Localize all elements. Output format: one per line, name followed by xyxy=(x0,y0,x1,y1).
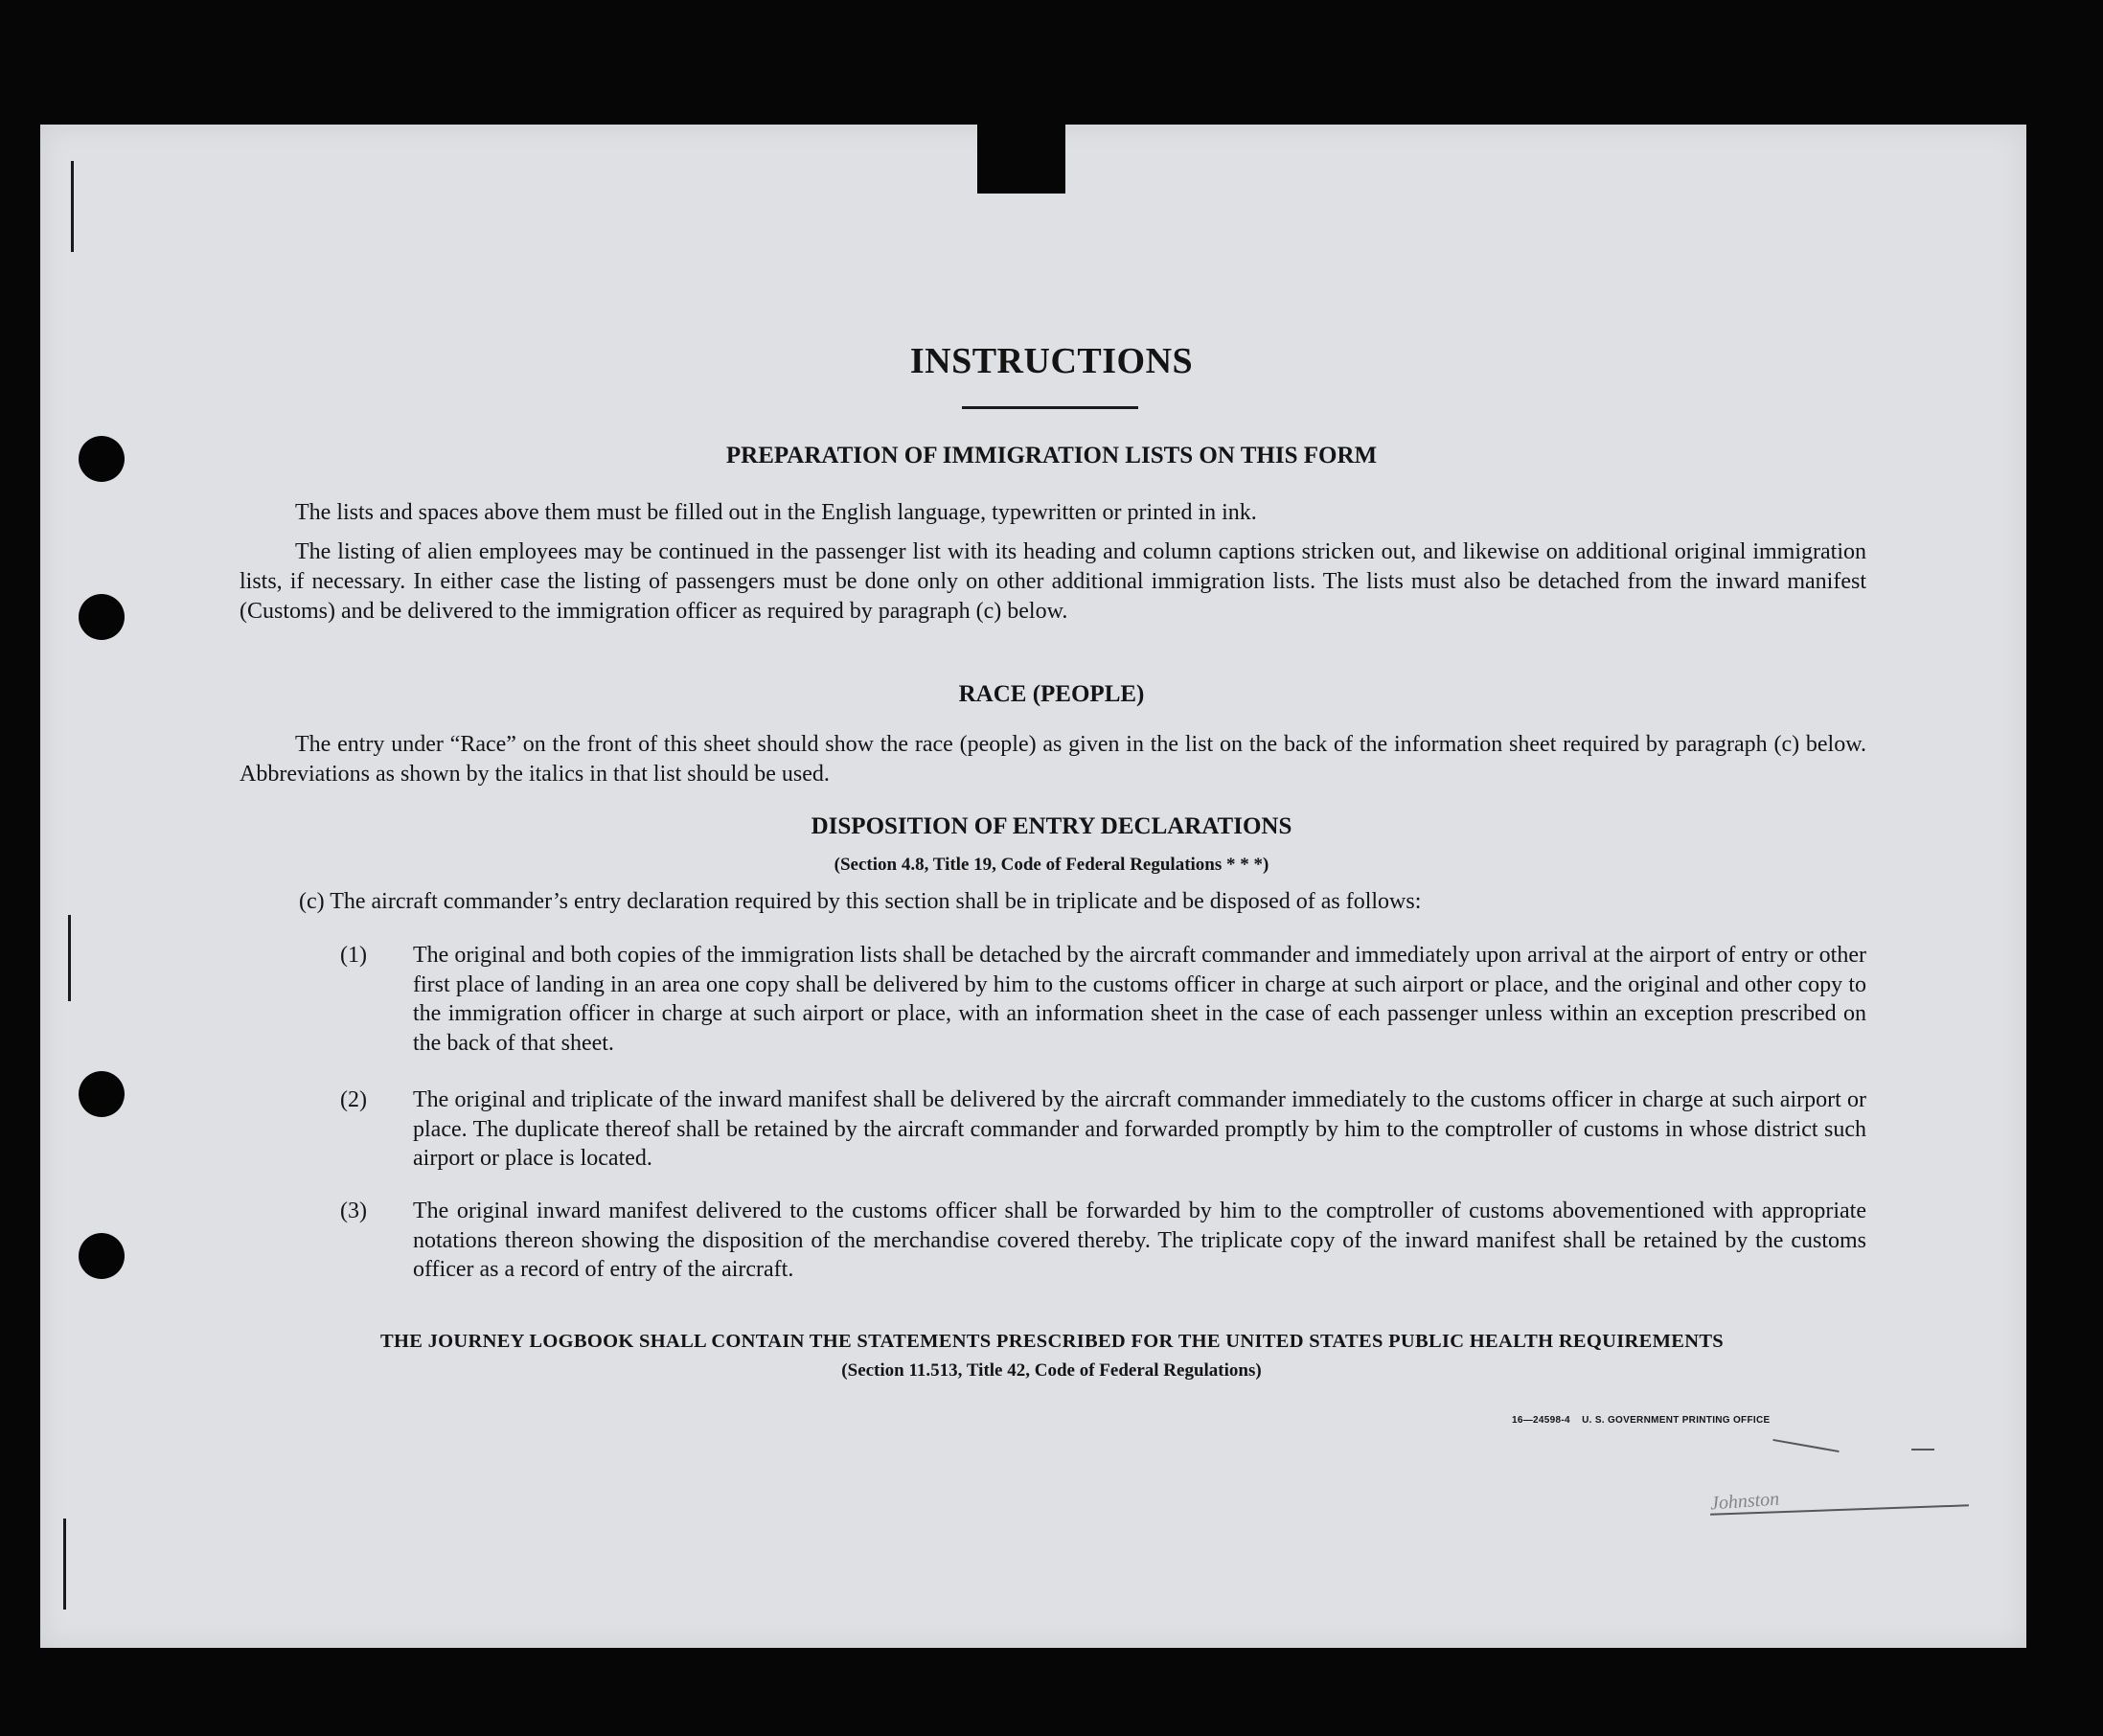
edge-mark xyxy=(63,1519,66,1610)
printer-imprint xyxy=(1512,1415,1770,1426)
list-item-number: (3) xyxy=(340,1199,367,1223)
page-title: INSTRUCTIONS xyxy=(909,341,1194,381)
list-item-text: The original and triplicate of the inward manifest shall be delivered by the aircraft commander immediately to the customs officer in charge at such airport or place. The duplicate thereof shall be retained by the aircraft commander and forwarded promptly by him to the comptroller of customs in whose district such airport or place is located. xyxy=(413,1087,1866,1171)
printer-name: U. S. GOVERNMENT PRINTING OFFICE xyxy=(1582,1415,1771,1426)
pencil-stroke xyxy=(1911,1449,1934,1450)
list-item-number: (2) xyxy=(340,1087,367,1112)
edge-mark xyxy=(71,161,74,252)
paragraph-intro: (c) The aircraft commander’s entry declaration required by this section shall be in triplicate and be disposed of as follows: xyxy=(299,889,1422,914)
list-item-number: (1) xyxy=(340,943,367,968)
printer-code: 16—24598-4 xyxy=(1512,1415,1570,1426)
list-item-text: The original and both copies of the immigration lists shall be detached by the aircraft commander and immediately upon arrival at the airport of entry or other first place of landing in an area one copy shall be delivered by him to the customs officer in charge at such airport or place, and the original and other copy to the immigration officer in charge at such airport or place, with an information sheet in the case of each passenger unless within an exception prescribed on the back of that sheet. xyxy=(413,943,1866,1056)
section-heading-disposition: DISPOSITION OF ENTRY DECLARATIONS xyxy=(811,813,1292,839)
edge-mark xyxy=(68,915,71,1001)
public-health-citation: (Section 11.513, Title 42, Code of Federal Regulations) xyxy=(841,1360,1262,1381)
public-health-statement: THE JOURNEY LOGBOOK SHALL CONTAIN THE STATEMENTS PRESCRIBED FOR THE UNITED STATES PUBLIC HEALTH REQUIREMENTS xyxy=(379,1331,1725,1352)
list-item-text: The original inward manifest delivered to the customs officer shall be forwarded by him to the comptroller of customs abovementioned with appropriate notations thereon showing the disposition of the merchandise covered thereby. The triplicate copy of the inward manifest shall be retained by the customs officer as a record of entry of the aircraft. xyxy=(413,1199,1866,1282)
punch-hole xyxy=(79,1071,125,1117)
punch-hole xyxy=(79,594,125,640)
paragraph: The listing of alien employees may be continued in the passenger list with its heading and column captions stricken out, and likewise on additional original immigration lists, if necessary. In either case the listing of passengers must be done only on other additional immigration lists. The lists must also be detached from the inward manifest (Customs) and be delivered to the immigration officer as required by paragraph (c) below. xyxy=(240,539,1866,624)
paragraph: The entry under “Race” on the front of this sheet should show the race (people) as given in the list on the back of the information sheet required by paragraph (c) below. Abbreviations as shown by the italics in that list should be used. xyxy=(240,732,1866,787)
handwritten-note: Johnston xyxy=(1709,1488,1780,1515)
section-heading-immigration-lists: PREPARATION OF IMMIGRATION LISTS ON THIS FORM xyxy=(725,443,1378,468)
binding-tab xyxy=(977,125,1065,194)
section-heading-race: RACE (PEOPLE) xyxy=(958,681,1145,707)
list-item xyxy=(340,941,1866,1058)
punch-hole xyxy=(79,1233,125,1279)
section-citation: (Section 4.8, Title 19, Code of Federal Regulations * * *) xyxy=(834,855,1269,875)
list-item xyxy=(340,1197,1866,1285)
paragraph: The lists and spaces above them must be filled out in the English language, typewritten or printed in ink. xyxy=(295,500,1257,525)
title-underline xyxy=(962,406,1138,409)
list-item xyxy=(340,1085,1866,1174)
